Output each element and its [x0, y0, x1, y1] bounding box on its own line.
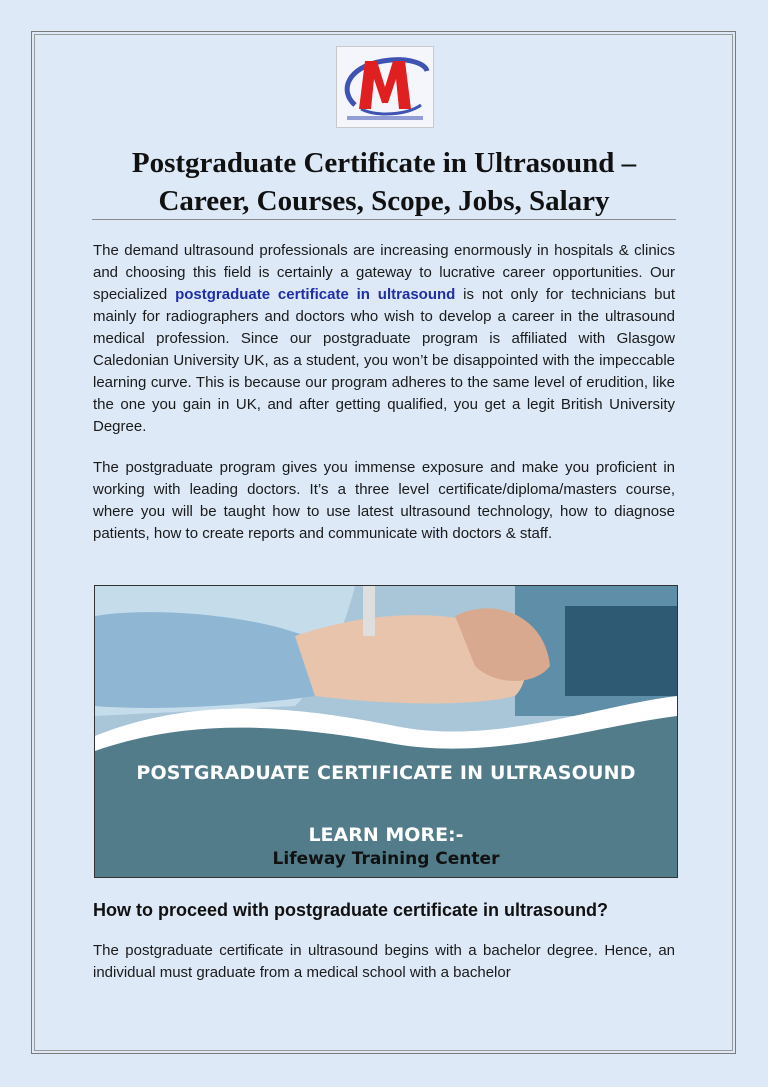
intro-text-after: is not only for technicians but mainly for radiographers and doctors who wish to develop a career in the ultrasound medical profession. Since our postgraduate program is affiliated with Glasgow Caledonian University UK, as a student, you won’t be disappointed with the impeccable learning curve. This is because our program adheres to the same level of erudition, like the one you gain in UK, and after getting qualified, you get a legit British University Degree.	[93, 286, 675, 435]
banner-headline: POSTGRADUATE CERTIFICATE IN ULTRASOUND	[136, 762, 636, 784]
intro-text-before: The demand ultrasound professionals are increasing enormously in hospitals & clinics and choosing this field is certainly a gateway to lucrative career opportunities. Our specialized	[93, 242, 675, 303]
banner-learn-more[interactable]: LEARN MORE:-	[308, 824, 464, 846]
ultrasound-banner-image	[94, 585, 678, 878]
postgraduate-certificate-link[interactable]: postgraduate certificate in ultrasound	[175, 286, 456, 303]
banner-organization: Lifeway Training Center	[272, 849, 500, 869]
lifeway-logo	[336, 46, 434, 128]
proceed-paragraph: The postgraduate certificate in ultrasound begins with a bachelor degree. Hence, an individual must graduate from a medical school with a bachelor	[93, 942, 675, 981]
document-title	[92, 144, 676, 220]
title-underline	[92, 219, 676, 220]
program-paragraph: The postgraduate program gives you immense exposure and make you proficient in working with leading doctors. It’s a three level certificate/diploma/masters course, where you will be taught how to use latest ultrasound technology, how to diagnose patients, how to create reports and communicate with doctors & staff.	[93, 459, 675, 542]
lifeway-logo-graphic	[337, 47, 433, 127]
title-line-2: Career, Courses, Scope, Jobs, Salary	[158, 185, 610, 217]
intro-paragraph	[93, 240, 675, 438]
title-line-1: Postgraduate Certificate in Ultrasound –	[131, 147, 637, 179]
section-heading: How to proceed with postgraduate certificate in ultrasound?	[93, 900, 609, 920]
